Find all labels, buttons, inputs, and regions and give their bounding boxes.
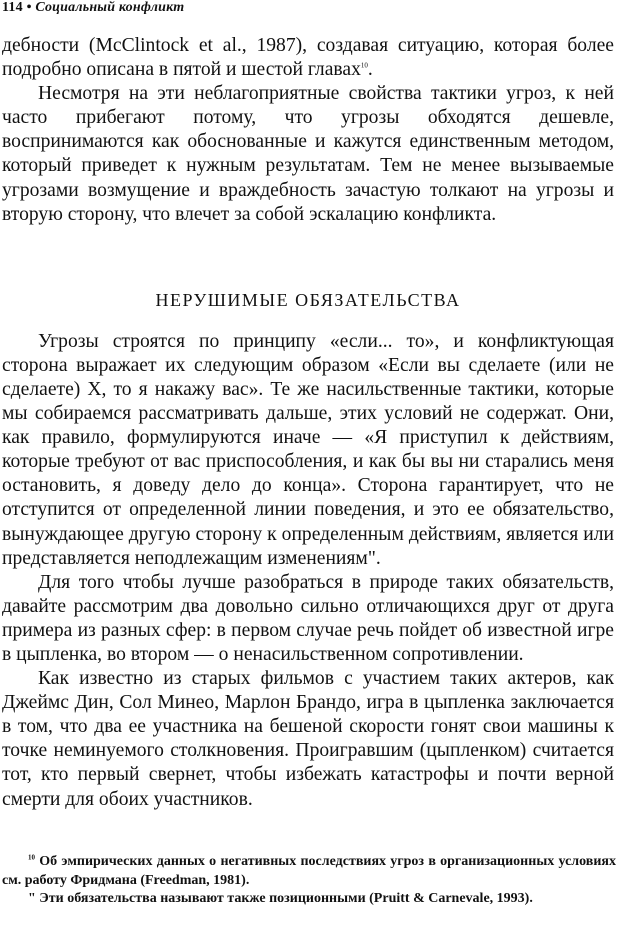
body-text — [2, 34, 614, 812]
running-title: Социальный конфликт — [35, 0, 185, 15]
footnote-ref[interactable]: 10 — [360, 61, 368, 70]
paragraph-text: дебности (McClintock et al., 1987), создавая ситуацию, которая более подробно описана в пятой и шестой главах — [2, 35, 614, 81]
paragraph: Несмотря на эти неблагоприятные свойства тактики угроз, к ней часто прибегают потому, что угрозы обходятся дешевле, воспринимаются как обоснованные и кажутся единственным методом, который приведет к нужным результатам. Тем не менее вызываемые угрозами возмущение и враждебность зачастую толкают на угрозы и вторую сторону, что влечет за собой эскалацию конфликта. — [2, 83, 614, 225]
paragraph — [2, 34, 614, 82]
section-heading: НЕРУШИМЫЕ ОБЯЗАТЕЛЬСТВА — [155, 289, 461, 310]
paragraph: Для того чтобы лучше разобраться в природе таких обязательств, давайте рассмотрим два довольно сильно отличающихся друг от друга примера из разных сфер: в первом случае речь пойдет об известной игре в цыпленка, во втором — о ненасильственном сопротивлении. — [2, 571, 614, 665]
footnote — [2, 853, 616, 890]
page-number: 114 — [2, 0, 23, 15]
footnote-mark: " — [28, 891, 36, 906]
footnotes — [2, 853, 616, 909]
footnote — [2, 890, 616, 909]
footnote-text: Эти обязательства называют также позиционными (Pruitt & Carnevale, 1993). — [39, 891, 533, 906]
paragraph: Угрозы строятся по принципу «если... то», и конфликтующая сторона выражает их следующим образом «Если вы сделаете (или не сделаете) X, то я накажу вас». Те же насильственные тактики, которые мы собираемся рассматривать дальше, этих условий не содержат. Они, как правило, формулируются иначе — «Я приступил к действиям, которые требуют от вас приспособления, и как бы вы ни старались меня остановить, я доведу дело до конца». Сторона гарантирует, что не отступится от определенной линии поведения, и это ее обязательство, вынуждающее другую сторону к определенным действиям, является или представляется неподлежащим изменениям". — [2, 330, 614, 569]
footnote-mark: 10 — [28, 853, 35, 862]
paragraph: Как известно из старых фильмов с участием таких актеров, как Джеймс Дин, Сол Минео, Марлон Брандо, игра в цыпленка заключается в том, что два ее участника на бешеной скорости гонят свои машины к точке неминуемого столкновения. Проигравшим (цыпленком) считается тот, кто первый свернет, чтобы избежать катастрофы и почти верной смерти для обоих участников. — [2, 668, 614, 810]
running-header — [2, 0, 184, 16]
paragraph-text-tail: . — [367, 59, 373, 81]
header-separator: • — [26, 0, 32, 15]
footnote-text: Об эмпирических данных о негативных последствиях угроз в организационных условиях см. работу Фридмана (Freedman, 1981). — [2, 854, 616, 888]
